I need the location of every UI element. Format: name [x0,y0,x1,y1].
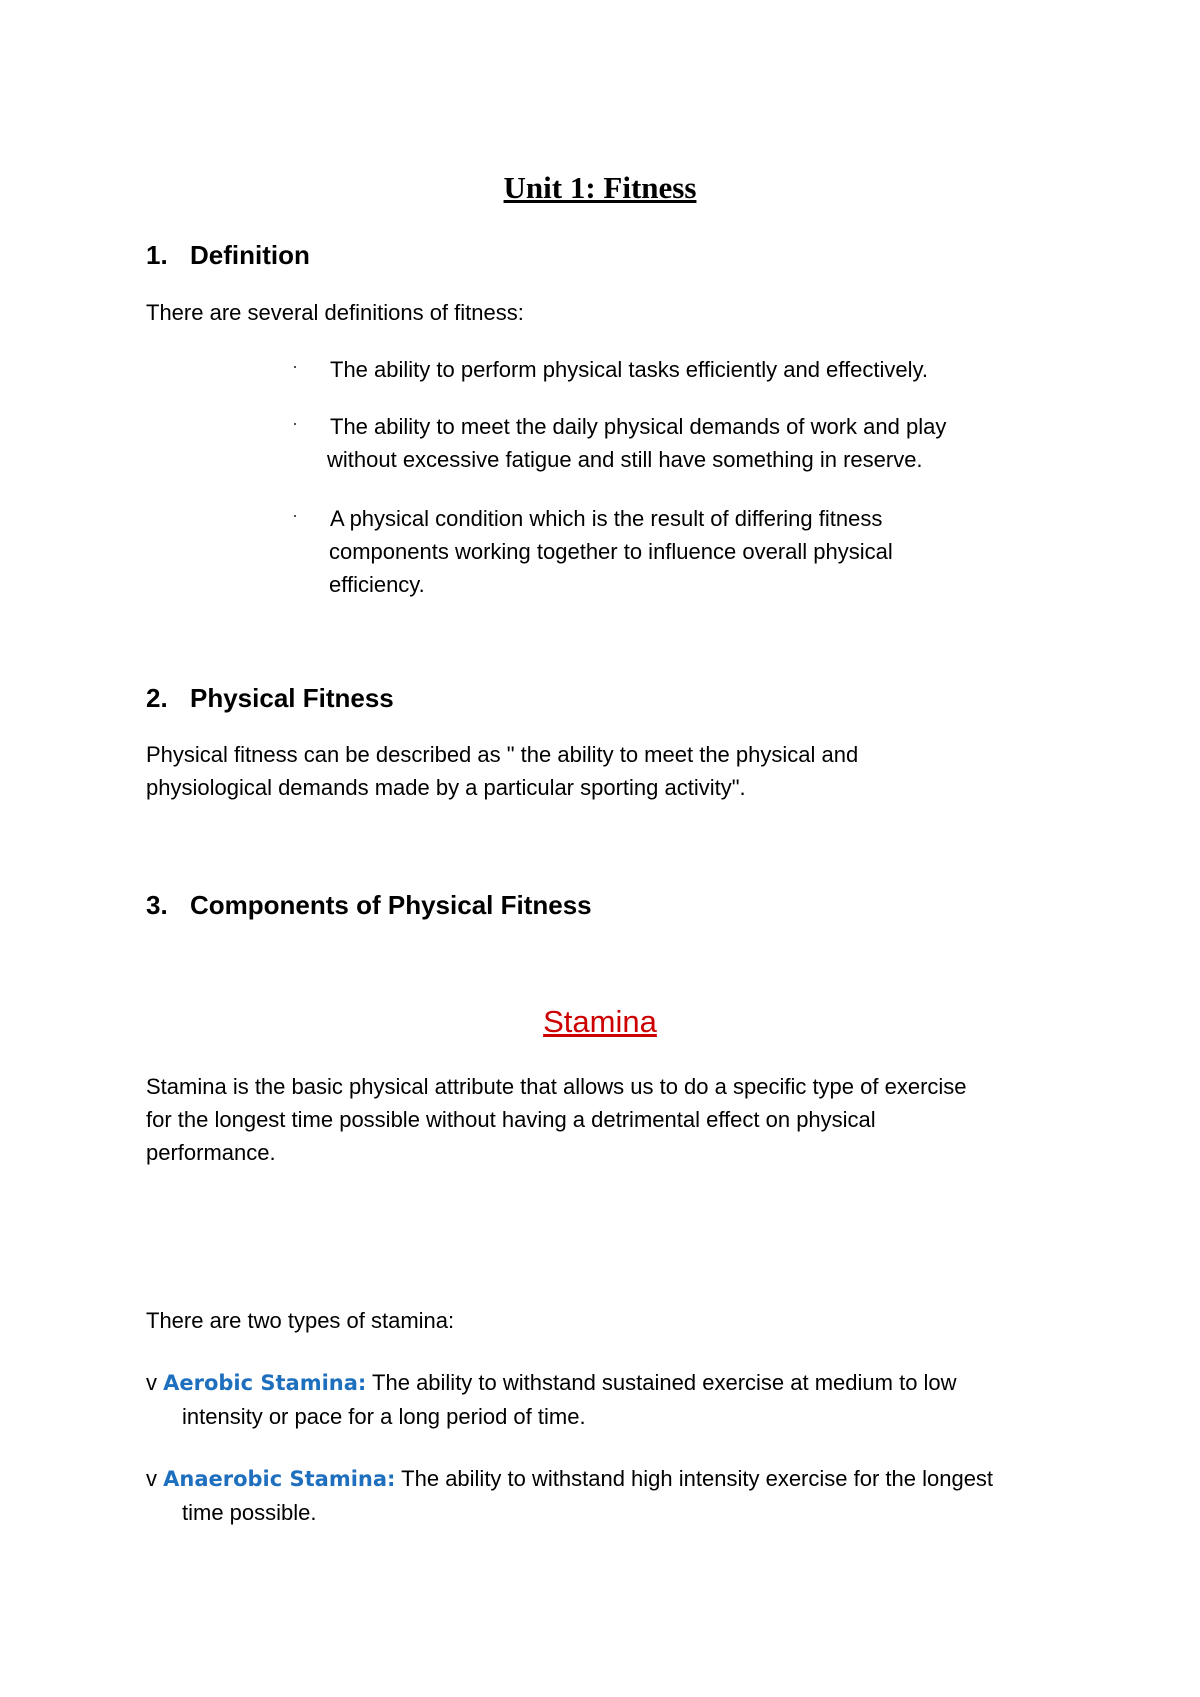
bullet-line: without excessive fatigue and still have something in reserve. [327,447,923,472]
bullet-item [330,502,893,601]
section-number: 3. [146,890,168,920]
aerobic-stamina-term: Aerobic Stamina: [163,1371,367,1395]
paragraph-line: Physical fitness can be described as " the ability to meet the physical and [146,742,859,767]
bullet-item [327,410,947,476]
bullet-line: The ability to perform physical tasks efficiently and effectively. [330,357,928,382]
stamina-description [146,1070,967,1169]
bullet-line: efficiency. [329,572,425,597]
section-title: Physical Fitness [190,683,394,713]
anaerobic-stamina-term: Anaerobic Stamina: [163,1467,396,1491]
paragraph-line: performance. [146,1140,276,1165]
section-number: 2. [146,683,168,713]
stamina-type-anaerobic [146,1462,993,1529]
section-heading-definition [146,240,310,271]
bullet-marker: · [292,356,298,376]
type-description-line: The ability to withstand sustained exercise at medium to low [366,1370,957,1395]
paragraph-line: physiological demands made by a particular sporting activity". [146,775,746,800]
type-description-line: time possible. [182,1500,317,1525]
section-title: Components of Physical Fitness [190,890,592,920]
document-title: Unit 1: Fitness [503,170,697,205]
list-marker: v [146,1466,157,1491]
stamina-title: Stamina [543,1004,657,1039]
bullet-line: A physical condition which is the result of differing fitness [330,506,883,531]
paragraph-line: for the longest time possible without having a detrimental effect on physical [146,1107,876,1132]
type-description-line: The ability to withstand high intensity exercise for the longest [395,1466,994,1491]
section-heading-physical-fitness [146,683,394,714]
definition-intro: There are several definitions of fitness: [146,300,524,325]
bullet-marker: · [292,505,298,525]
physical-fitness-paragraph [146,738,858,804]
section-title: Definition [190,240,310,270]
stamina-types-intro: There are two types of stamina: [146,1308,455,1333]
list-marker: v [146,1370,157,1395]
section-number: 1. [146,240,168,270]
section-heading-components [146,890,592,921]
bullet-line: components working together to influence overall physical [329,539,893,564]
bullet-item [330,353,928,386]
bullet-marker: · [292,413,298,433]
stamina-type-aerobic [146,1366,957,1433]
paragraph-line: Stamina is the basic physical attribute that allows us to do a specific type of exercise [146,1074,967,1099]
type-description-line: intensity or pace for a long period of time. [182,1404,586,1429]
bullet-line: The ability to meet the daily physical demands of work and play [330,414,947,439]
